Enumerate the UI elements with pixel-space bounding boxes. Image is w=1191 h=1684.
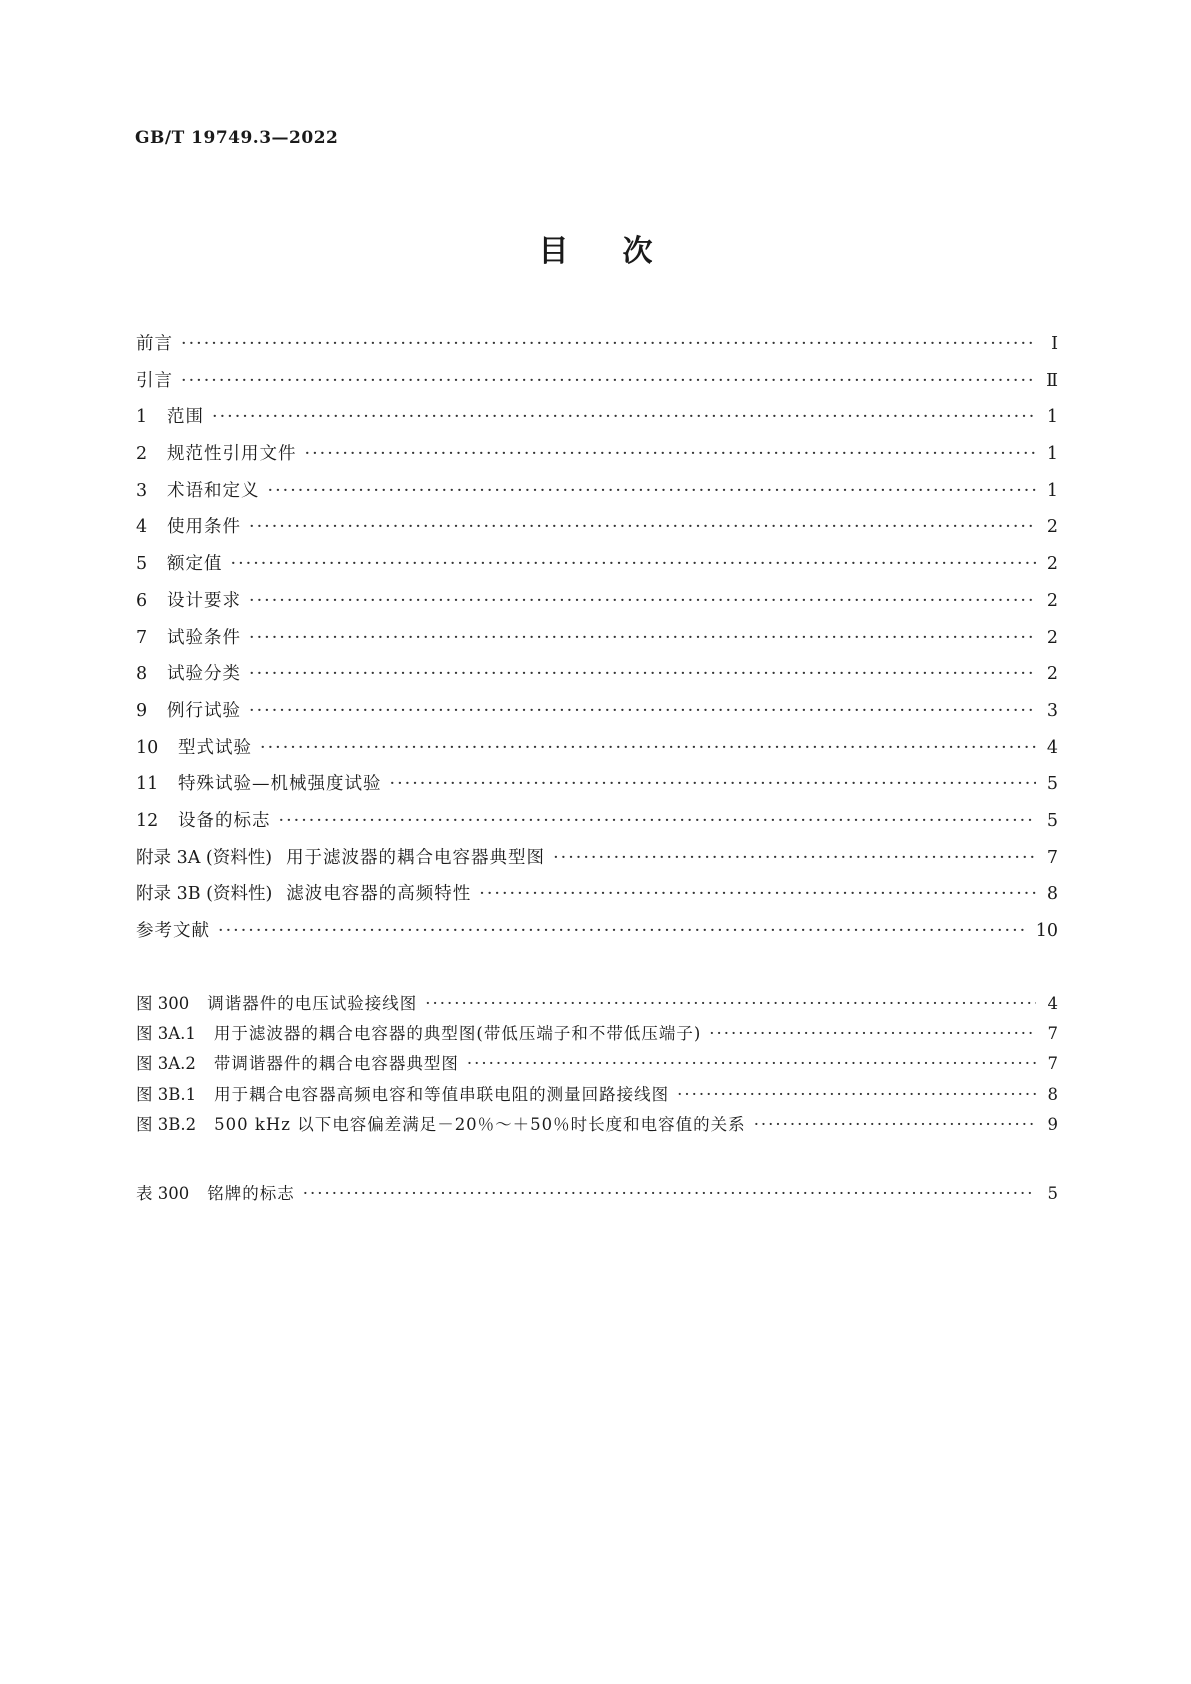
toc-label: 试验分类 [167,664,241,685]
dot-leader [390,774,1037,794]
toc-entry-12[interactable] [136,807,1058,844]
toc-page: 3 [1046,700,1058,721]
figure-entry[interactable] [136,1111,1058,1141]
figure-page: 7 [1047,1024,1058,1044]
toc-entry-7[interactable] [136,624,1058,661]
toc-entry-8[interactable] [136,660,1058,697]
figure-label: 调谐器件的电压试验接线图 [207,994,418,1013]
toc-page: Ⅰ [1051,334,1058,354]
dot-leader [553,848,1036,868]
figure-page: 7 [1047,1054,1058,1074]
toc-page: 5 [1046,810,1058,831]
toc-number: 12 [136,810,159,831]
toc-label: 试验条件 [167,627,241,648]
toc-entry-2[interactable] [136,440,1058,477]
page-title: 目次 [538,234,707,269]
table-number: 表 300 [136,1184,190,1203]
toc-entry-11[interactable] [136,770,1058,807]
toc-page: 2 [1046,590,1058,611]
dot-leader [231,554,1037,574]
dot-leader [212,407,1036,427]
dot-leader [677,1085,1036,1104]
toc-entry-1[interactable] [136,403,1058,440]
dot-leader [260,738,1036,758]
dot-leader [181,334,1036,354]
toc-number: 附录 3B (资料性) [136,884,273,905]
toc-label: 范围 [167,407,204,428]
dot-leader [467,1054,1036,1073]
figure-label: 带调谐器件的耦合电容器典型图 [213,1054,459,1074]
toc-label: 参考文献 [136,921,210,941]
toc-page: 2 [1046,664,1058,685]
toc-entry-10[interactable] [136,734,1058,771]
dot-leader [249,701,1036,721]
dot-leader [425,994,1036,1013]
toc-label: 规范性引用文件 [167,444,297,465]
figure-page: 4 [1047,994,1058,1013]
dot-leader [249,664,1036,684]
table-entry[interactable] [136,1180,1058,1210]
dot-leader [249,517,1036,537]
dot-leader [249,628,1036,648]
toc-number: 1 [136,407,148,428]
toc-page: 1 [1046,407,1058,428]
dot-leader [303,1184,1036,1203]
toc-label: 型式试验 [178,737,252,758]
figure-entry[interactable] [136,1081,1058,1111]
figure-label: 500 kHz 以下电容偏差满足－20％～＋50％时长度和电容值的关系 [214,1114,746,1134]
figure-entry[interactable] [136,1020,1058,1050]
list-of-tables [136,1180,1058,1210]
dot-leader [279,811,1037,831]
toc-number: 5 [136,554,148,575]
toc-page: 2 [1046,554,1058,575]
dot-leader [249,591,1036,611]
toc-number: 附录 3A (资料性) [136,847,273,868]
toc-page: 5 [1046,774,1058,795]
table-label: 铭牌的标志 [207,1184,295,1203]
toc-label: 特殊试验—机械强度试验 [178,774,382,795]
dot-leader [268,481,1037,501]
figure-number: 图 3B.1 [136,1084,197,1104]
toc-entry-foreword[interactable] [136,330,1058,367]
dot-leader [709,1024,1036,1043]
toc-entry-annex-3b[interactable] [136,880,1058,917]
toc-page: 2 [1046,627,1058,648]
toc-label: 设计要求 [167,590,241,611]
table-of-contents [136,330,1058,954]
toc-number: 9 [136,700,148,721]
figure-number: 图 300 [136,994,190,1013]
figure-number: 图 3A.2 [136,1054,196,1074]
toc-page: 1 [1046,480,1058,501]
toc-entry-9[interactable] [136,697,1058,734]
toc-page: 8 [1046,884,1058,905]
table-page: 5 [1047,1184,1058,1203]
toc-number: 4 [136,517,148,538]
toc-label: 引言 [136,370,173,391]
toc-entry-4[interactable] [136,513,1058,550]
toc-page: 1 [1046,444,1058,465]
toc-number: 11 [136,774,159,795]
toc-entry-introduction[interactable] [136,367,1058,404]
toc-number: 3 [136,480,148,501]
toc-number: 6 [136,590,148,611]
toc-label: 滤波电容器的高频特性 [286,884,472,905]
toc-page: 2 [1046,517,1058,538]
standard-code: GB/T 19749.3—2022 [135,128,339,148]
toc-label: 术语和定义 [167,480,260,501]
toc-page: Ⅱ [1046,370,1058,391]
toc-entry-6[interactable] [136,587,1058,624]
figure-entry[interactable] [136,990,1058,1020]
figure-entry[interactable] [136,1050,1058,1080]
toc-label: 用于滤波器的耦合电容器典型图 [286,847,546,868]
figure-label: 用于耦合电容器高频电容和等值串联电阻的测量回路接线图 [214,1084,670,1104]
figure-number: 图 3B.2 [136,1114,197,1134]
toc-entry-annex-3a[interactable] [136,844,1058,881]
dot-leader [305,444,1037,464]
toc-page: 10 [1035,921,1058,941]
figure-page: 8 [1047,1084,1058,1104]
toc-entry-5[interactable] [136,550,1058,587]
toc-entry-3[interactable] [136,477,1058,514]
figure-page: 9 [1047,1114,1058,1134]
toc-label: 设备的标志 [178,810,271,831]
list-of-figures [136,990,1058,1141]
toc-number: 8 [136,664,148,685]
toc-label: 例行试验 [167,700,241,721]
figure-label: 用于滤波器的耦合电容器的典型图(带低压端子和不带低压端子) [213,1024,702,1044]
dot-leader [479,884,1036,904]
dot-leader [218,921,1028,941]
toc-number: 7 [136,627,148,648]
toc-entry-bibliography[interactable] [136,917,1058,954]
toc-label: 使用条件 [167,517,241,538]
toc-label: 前言 [136,334,173,354]
dot-leader [754,1115,1036,1134]
toc-page: 4 [1046,737,1058,758]
toc-number: 2 [136,444,148,465]
figure-number: 图 3A.1 [136,1024,196,1044]
toc-number: 10 [136,737,159,758]
toc-label: 额定值 [167,554,223,575]
toc-page: 7 [1046,847,1058,868]
dot-leader [181,371,1036,391]
